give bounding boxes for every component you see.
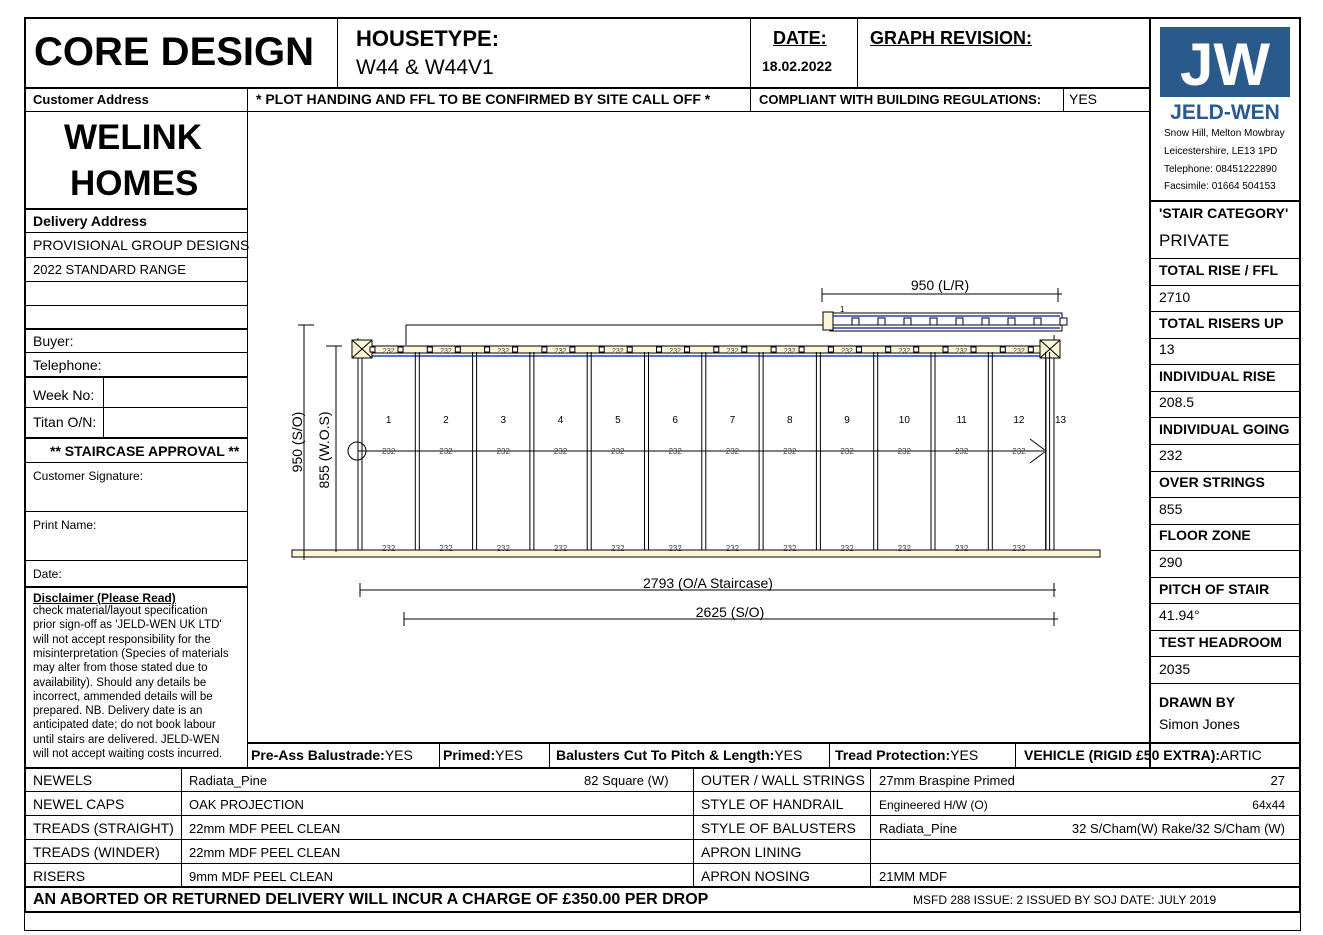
customer-name-line2: HOMES	[70, 164, 199, 203]
going-mid-3: 232	[496, 447, 510, 456]
plot-handing-note: * PLOT HANDING AND FFL TO BE CONFIRMED BY SITE CALL OFF *	[256, 91, 711, 107]
spec-right-extra-3: 32 S/Cham(W) Rake/32 S/Cham (W)	[1071, 821, 1285, 836]
baluster-10-1	[886, 347, 891, 352]
individual-rise-value: 208.5	[1159, 394, 1195, 410]
step-number-3: 3	[500, 415, 507, 426]
graph-revision-label: GRAPH REVISION:	[870, 28, 1033, 48]
step-number-2: 2	[443, 415, 449, 426]
step-number-6: 6	[672, 415, 678, 426]
step-number-9: 9	[844, 415, 850, 426]
logo-brand: JELD-WEN	[1170, 101, 1280, 123]
going-top-10: 232	[898, 348, 911, 355]
total-rise-label: TOTAL RISE / FFL	[1159, 262, 1278, 278]
going-bottom-4: 232	[553, 544, 568, 553]
baluster-12-2	[1028, 347, 1033, 352]
spec-right-value-1: 27mm Braspine Primed	[879, 773, 1015, 788]
aborted-delivery-warning: AN ABORTED OR RETURNED DELIVERY WILL INCUR A CHARGE OF £350.00 PER DROP	[33, 891, 709, 908]
baluster-9-2	[856, 347, 861, 352]
baluster-3-1	[485, 347, 490, 352]
logo-address-3: Telephone: 08451222890	[1164, 164, 1277, 175]
going-bottom-2: 232	[439, 544, 453, 553]
baluster-1-1	[370, 347, 375, 352]
drawn-by-label: DRAWN BY	[1159, 694, 1236, 710]
going-mid-12: 232	[1012, 447, 1026, 456]
going-top-3: 232	[497, 348, 510, 355]
baluster-5-2	[627, 347, 632, 352]
step-number-10: 10	[898, 415, 910, 426]
baluster-7-2	[742, 347, 747, 352]
landing-baluster-3	[904, 318, 911, 325]
test-headroom-label: TEST HEADROOM	[1159, 634, 1282, 650]
spec-left-value-4: 22mm MDF PEEL CLEAN	[189, 845, 341, 860]
spec-left-label-5: RISERS	[33, 868, 86, 884]
floor-zone-value: 290	[1159, 554, 1183, 570]
spec-right-extra-1: 27	[1270, 773, 1285, 788]
logo-jw-mark: JW	[1180, 31, 1270, 98]
week-no-label: Week No:	[33, 387, 95, 403]
date-sign-label: Date:	[33, 567, 62, 581]
baluster-3-2	[513, 347, 518, 352]
compliant-label: COMPLIANT WITH BUILDING REGULATIONS:	[759, 92, 1042, 107]
document-reference: MSFD 288 ISSUE: 2 ISSUED BY SOJ DATE: JULY 2019	[913, 893, 1217, 907]
step-number-8: 8	[786, 415, 793, 426]
baluster-11-1	[943, 347, 948, 352]
spec-left-value-3: 22mm MDF PEEL CLEAN	[189, 821, 341, 836]
landing-baluster-4	[930, 318, 937, 325]
spec-right-value-5: 21MM MDF	[879, 869, 947, 884]
spec-left-value-5: 9mm MDF PEEL CLEAN	[189, 869, 333, 884]
baluster-2-1	[427, 347, 432, 352]
landing-baluster-9	[1060, 318, 1067, 325]
logo-address-4: Facsimile: 01664 504153	[1164, 181, 1276, 192]
tread-protection: Tread Protection:YES	[835, 747, 979, 763]
landing-baluster-8	[1034, 318, 1041, 325]
telephone-label: Telephone:	[33, 357, 102, 373]
baluster-10-2	[914, 347, 919, 352]
landing-baluster-7	[1008, 318, 1015, 325]
titan-label: Titan O/N:	[33, 414, 97, 430]
landing-baluster-6	[982, 318, 989, 325]
stair-category-value: PRIVATE	[1159, 231, 1230, 250]
print-name-label: Print Name:	[33, 518, 97, 532]
baluster-8-2	[799, 347, 804, 352]
step-number-1: 1	[385, 415, 392, 426]
spec-left-label-3: TREADS (STRAIGHT)	[33, 820, 174, 836]
going-bottom-10: 232	[897, 544, 912, 553]
baluster-6-1	[657, 347, 662, 352]
total-rise-value: 2710	[1159, 289, 1191, 305]
step-number-13: 13	[1055, 415, 1067, 426]
step-number-5: 5	[615, 415, 621, 426]
baluster-11-2	[971, 347, 976, 352]
stair-category-label: 'STAIR CATEGORY'	[1159, 205, 1289, 221]
going-top-4: 232	[554, 348, 567, 355]
compliant-value: YES	[1069, 91, 1098, 107]
going-mid-8: 232	[783, 447, 797, 456]
spec-left-extra-1: 82 Square (W)	[584, 773, 669, 788]
delivery-address-label: Delivery Address	[33, 213, 147, 229]
going-mid-2: 232	[439, 447, 453, 456]
over-strings-label: OVER STRINGS	[1159, 474, 1265, 490]
dim-left-outer-text: 950 (S/O)	[289, 411, 305, 473]
spec-right-value-2: Engineered H/W (O)	[879, 798, 988, 812]
going-top-1: 232	[382, 348, 395, 355]
going-mid-9: 232	[840, 447, 854, 456]
baluster-4-1	[542, 347, 547, 352]
disclaimer-line-11: will not accept waiting costs incurred.	[33, 748, 223, 760]
landing-baluster-2	[878, 318, 885, 325]
baluster-4-2	[570, 347, 575, 352]
landing-baluster-1	[852, 318, 859, 325]
floor-strip	[292, 550, 1100, 557]
individual-going-value: 232	[1159, 447, 1183, 463]
dim-left-inner-text: 855 (W.O.S)	[316, 411, 332, 489]
spec-right-label-1: OUTER / WALL STRINGS	[701, 772, 865, 788]
going-bottom-11: 232	[954, 544, 969, 553]
housetype-value: W44 & W44V1	[356, 56, 494, 79]
going-bottom-6: 232	[668, 544, 682, 553]
disclaimer-line-1: check material/layout specification	[33, 605, 208, 617]
disclaimer-title: Disclaimer (Please Read)	[33, 591, 176, 605]
going-bottom-1: 232	[381, 544, 396, 553]
spec-right-label-2: STYLE OF HANDRAIL	[701, 796, 844, 812]
delivery-line-1: PROVISIONAL GROUP DESIGNS	[33, 237, 250, 253]
logo-address-2: Leicestershire, LE13 1PD	[1164, 146, 1278, 157]
going-bottom-3: 232	[496, 544, 510, 553]
spec-left-label-1: NEWELS	[33, 772, 93, 788]
housetype-label: HOUSETYPE:	[356, 26, 500, 51]
spec-right-label-3: STYLE OF BALUSTERS	[701, 820, 856, 836]
baluster-12-1	[1000, 347, 1005, 352]
disclaimer-line-6: availability). Should any details be	[33, 676, 207, 689]
landing-baluster-5	[956, 318, 963, 325]
primed: Primed:YES	[443, 747, 524, 763]
customer-name-line1: WELINK	[64, 118, 203, 157]
going-top-8: 232	[783, 348, 796, 355]
baluster-2-2	[455, 347, 460, 352]
spec-left-value-2: OAK PROJECTION	[189, 797, 304, 812]
landing-newel	[823, 312, 833, 330]
going-mid-1: 232	[381, 447, 396, 456]
pitch-value: 41.94°	[1159, 607, 1200, 623]
delivery-line-2: 2022 STANDARD RANGE	[33, 262, 186, 277]
disclaimer-line-8: prepared. NB. Delivery date is an	[33, 705, 203, 718]
buyer-label: Buyer:	[33, 333, 74, 349]
individual-rise-label: INDIVIDUAL RISE	[1159, 368, 1276, 384]
going-mid-11: 232	[954, 447, 969, 456]
baluster-1-2	[398, 347, 403, 352]
going-top-5: 232	[612, 348, 624, 355]
pre-ass-balustrade: Pre-Ass Balustrade:YES	[251, 747, 413, 763]
baluster-9-1	[828, 347, 833, 352]
disclaimer-line-7: incorrect, ammended details will be	[33, 690, 213, 703]
going-top-2: 232	[440, 348, 452, 355]
spec-right-label-5: APRON NOSING	[701, 868, 810, 884]
going-bottom-5: 232	[611, 544, 625, 553]
dim-bottom-outer-text: 2793 (O/A Staircase)	[643, 575, 773, 591]
floor-zone-label: FLOOR ZONE	[1159, 527, 1251, 543]
drawn-by-value: Simon Jones	[1159, 716, 1240, 732]
going-mid-7: 232	[725, 447, 740, 456]
balusters-cut: Balusters Cut To Pitch & Length:YES	[556, 747, 803, 763]
over-strings-value: 855	[1159, 501, 1183, 517]
disclaimer-line-10: until stairs are delivered. JELD-WEN	[33, 733, 220, 746]
disclaimer-line-5: may alter from those stated due to	[33, 662, 208, 675]
date-label: DATE:	[773, 28, 827, 48]
staircase-approval-label: ** STAIRCASE APPROVAL **	[50, 443, 240, 459]
baluster-5-1	[599, 347, 604, 352]
spec-right-value-3: Radiata_Pine	[879, 821, 958, 836]
going-mid-4: 232	[553, 447, 568, 456]
going-bottom-12: 232	[1012, 544, 1026, 553]
going-mid-6: 232	[668, 447, 682, 456]
disclaimer-line-4: misinterpretation (Species of materials	[33, 647, 229, 660]
individual-going-label: INDIVIDUAL GOING	[1159, 421, 1290, 437]
going-top-11: 232	[955, 348, 968, 355]
total-risers-label: TOTAL RISERS UP	[1159, 315, 1284, 331]
disclaimer-line-2: prior sign-off as 'JELD-WEN UK LTD'	[33, 619, 222, 632]
step-number-12: 12	[1013, 415, 1025, 426]
disclaimer-line-9: anticipated date; do not book labour	[33, 719, 216, 732]
test-headroom-value: 2035	[1159, 661, 1191, 677]
going-top-9: 232	[841, 348, 853, 355]
total-risers-value: 13	[1159, 341, 1175, 357]
going-top-12: 232	[1013, 348, 1025, 355]
landing-start-label: 1	[840, 305, 845, 314]
spec-left-value-1: Radiata_Pine	[189, 773, 268, 788]
step-number-11: 11	[956, 415, 967, 426]
going-bottom-7: 232	[725, 544, 740, 553]
going-mid-5: 232	[611, 447, 625, 456]
spec-right-label-4: APRON LINING	[701, 844, 802, 860]
logo-address-1: Snow Hill, Melton Mowbray	[1164, 128, 1285, 139]
going-top-6: 232	[669, 348, 681, 355]
going-mid-10: 232	[897, 447, 912, 456]
dim-bottom-inner-text: 2625 (S/O)	[695, 604, 765, 620]
spec-left-label-2: NEWEL CAPS	[33, 796, 125, 812]
step-number-4: 4	[557, 415, 564, 426]
customer-address-label: Customer Address	[33, 92, 149, 107]
date-value: 18.02.2022	[762, 58, 833, 74]
going-bottom-9: 232	[840, 544, 854, 553]
dim-top-text: 950 (L/R)	[910, 277, 970, 293]
baluster-8-1	[771, 347, 776, 352]
going-top-7: 232	[726, 348, 739, 355]
spec-left-label-4: TREADS (WINDER)	[33, 844, 160, 860]
step-number-7: 7	[729, 415, 736, 426]
company-title: CORE DESIGN	[34, 30, 315, 74]
disclaimer-line-3: will not accept responsibility for the	[33, 633, 211, 646]
pitch-label: PITCH OF STAIR	[1159, 581, 1270, 597]
baluster-7-1	[714, 347, 719, 352]
spec-right-extra-2: 64x44	[1252, 798, 1285, 812]
going-bottom-8: 232	[783, 544, 797, 553]
baluster-6-2	[685, 347, 690, 352]
customer-signature-label: Customer Signature:	[33, 469, 144, 483]
vehicle: VEHICLE (RIGID £50 EXTRA):ARTIC	[1024, 747, 1262, 763]
